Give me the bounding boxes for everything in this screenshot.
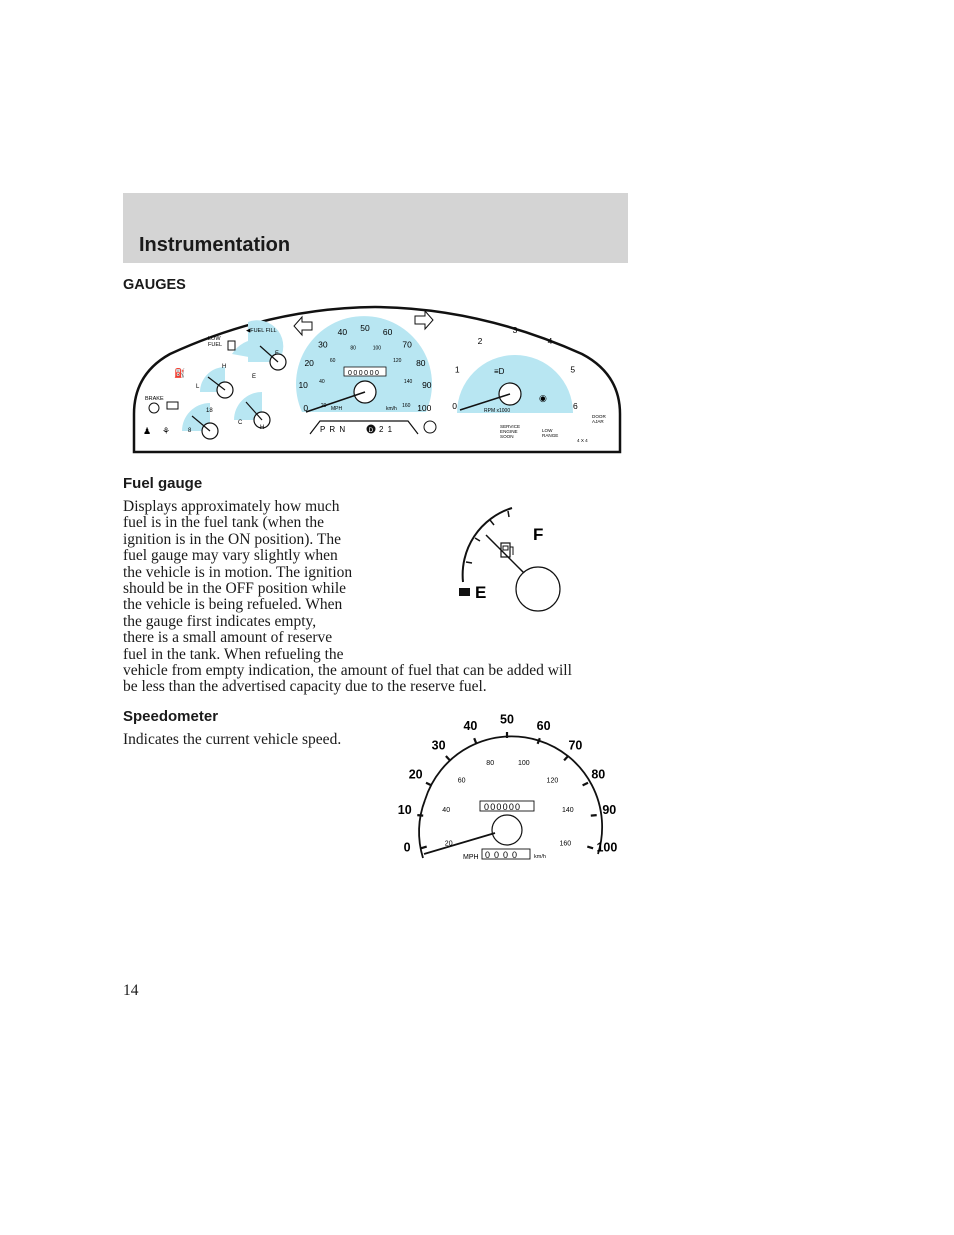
cluster-kmh-tick-label: 140	[403, 379, 413, 385]
cluster-mph-tick-label: 20	[304, 358, 314, 368]
oil-h-label: H	[222, 364, 227, 370]
speed-mph-tick-label: 100	[596, 840, 618, 855]
speed-major-tick	[538, 738, 540, 744]
speed-mph-tick-label: 40	[463, 719, 478, 734]
cluster-rpm-tick-label: 0	[452, 400, 457, 411]
brake-label: BRAKE	[145, 396, 164, 402]
headlamp-icon: ≡D	[494, 367, 505, 376]
cluster-mph-tick-label: 30	[318, 339, 328, 350]
door-ajar-line-2: AJAR	[592, 419, 604, 424]
oil-can-icon: ⛽	[174, 368, 186, 378]
cluster-mph-unit: MPH	[331, 406, 343, 412]
door-ajar-line-1: DOOR	[592, 414, 606, 419]
fuel-fill-label: ◀FUEL FILL	[246, 328, 277, 334]
fuel-text-line: the vehicle is in motion. The ignition	[123, 563, 353, 581]
fuel-text-line: vehicle from empty indication, the amount of fuel that can be added will	[123, 662, 572, 680]
speed-kmh-tick-label: 40	[442, 807, 451, 815]
speed-mph-tick-label: 0	[403, 840, 411, 855]
cluster-kmh-tick-label: 160	[402, 402, 411, 409]
cluster-odometer-digits: 000000	[348, 370, 381, 377]
speed-major-tick	[587, 847, 593, 849]
speed-kmh-tick-label: 20	[444, 840, 453, 848]
cluster-kmh-tick-label: 120	[393, 357, 402, 364]
speed-mph-tick-label: 80	[591, 767, 606, 782]
cluster-kmh-tick-label: 20	[320, 402, 327, 409]
speed-major-tick	[421, 847, 427, 849]
rpm-unit-label: RPM x1000	[484, 408, 511, 414]
cluster-rpm-tick-label: 1	[454, 364, 460, 375]
speed-mph-tick-label: 60	[536, 719, 551, 734]
speed-mph-tick-label: 30	[431, 738, 446, 753]
prnd-selected-label: D	[368, 427, 374, 434]
speed-kmh-tick-label: 140	[561, 807, 574, 815]
cluster-mph-tick-label: 50	[360, 323, 370, 333]
speed-mph-tick-label: 10	[397, 803, 412, 818]
cluster-mph-tick-label: 0	[303, 403, 309, 414]
speed-mph-tick-label: 90	[602, 803, 617, 818]
fuel-text-line: should be in the OFF position while	[123, 580, 347, 598]
airbag-icon: ⚘	[162, 426, 171, 436]
mph-unit-label: MPH	[463, 854, 479, 861]
fuel-full-label: F	[533, 525, 544, 544]
cluster-rpm-tick-label: 4	[547, 335, 553, 346]
temp-c-label: C	[238, 420, 243, 426]
prnd-gears: 2 1	[379, 425, 394, 434]
cluster-rpm-tick-label: 6	[573, 400, 578, 411]
fuel-text-line: be less than the advertised capacity due to the reserve fuel.	[123, 678, 487, 696]
prnd-indicator: P R N	[320, 425, 347, 434]
fuel-text-line: fuel in the tank. When refueling the	[123, 645, 344, 663]
kmh-unit-label: km/h	[534, 854, 546, 860]
volt-8-label: 8	[188, 428, 192, 434]
speed-kmh-tick-label: 160	[559, 840, 572, 848]
low-range-line-2: RANGE	[542, 433, 559, 438]
instrument-cluster-illustration	[130, 304, 626, 456]
cluster-mph-tick-label: 10	[298, 380, 308, 391]
speed-major-tick	[583, 783, 588, 786]
speed-mph-tick-label: 20	[408, 767, 423, 782]
chapter-header	[123, 193, 628, 263]
speed-kmh-tick-label: 100	[517, 759, 530, 767]
fuel-empty-label: E	[475, 583, 487, 602]
fuel-text-line: fuel gauge may vary slightly when	[123, 547, 338, 565]
fuel-e-label: E	[252, 374, 257, 380]
fuel-gauge-heading: Fuel gauge	[123, 475, 203, 492]
trip-digits: 0000	[485, 850, 522, 860]
fuel-text-line: fuel is in the fuel tank (when the	[123, 514, 325, 532]
cluster-rpm-tick-label: 2	[477, 335, 483, 346]
cluster-mph-tick-label: 70	[402, 339, 412, 350]
speed-major-tick	[591, 815, 597, 816]
speed-kmh-tick-label: 60	[457, 777, 466, 785]
fuel-f-label: F	[275, 351, 279, 357]
fuel-text-line: ignition is in the ON position). The	[123, 530, 341, 548]
speedometer-heading: Speedometer	[123, 708, 219, 725]
speed-mph-tick-label: 70	[568, 738, 583, 753]
cluster-kmh-unit: km/h	[386, 406, 397, 412]
ses-line-1: SERVICE	[500, 424, 521, 429]
cluster-kmh-tick-label: 40	[319, 379, 325, 385]
speedometer-text: Indicates the current vehicle speed.	[123, 731, 342, 748]
cluster-kmh-tick-label: 80	[350, 345, 356, 352]
cluster-rpm-tick-label: 3	[512, 325, 518, 335]
oil-l-label: L	[196, 384, 200, 390]
four-by-four-label: 4 X 4	[577, 438, 588, 443]
fuel-text-line: there is a small amount of reserve	[123, 629, 333, 647]
cluster-kmh-tick-label: 60	[329, 357, 336, 364]
ses-line-2: ENGINE	[500, 429, 518, 434]
fuel-pump-icon	[501, 543, 513, 557]
low-label: LOW	[208, 336, 221, 342]
cluster-mph-tick-label: 80	[416, 358, 426, 368]
fuel-text-line: the vehicle is being refueled. When	[123, 596, 343, 614]
fuel-label: FUEL	[208, 342, 223, 348]
seatbelt-icon: ♟	[143, 426, 152, 436]
page-number: 14	[123, 982, 139, 999]
cluster-mph-tick-label: 40	[337, 327, 348, 338]
speed-major-tick	[564, 756, 568, 760]
cluster-kmh-tick-label: 100	[372, 345, 382, 352]
volt-18-label: 18	[206, 408, 213, 414]
speedometer-figure	[397, 712, 620, 870]
fuel-gauge-figure	[446, 500, 566, 615]
park-brake-icon: ◉	[539, 393, 547, 403]
speed-major-tick	[446, 756, 450, 760]
chapter-title: Instrumentation	[139, 234, 291, 256]
gauges-heading: GAUGES	[123, 277, 186, 293]
low-range-line-1: LOW	[542, 428, 553, 433]
ses-line-3: SOON	[500, 434, 514, 439]
speed-major-tick	[417, 815, 423, 816]
odometer-digits: 000000	[484, 802, 522, 812]
cluster-mph-tick-label: 60	[382, 327, 393, 338]
speed-mph-tick-label: 50	[500, 712, 514, 727]
speed-major-tick	[474, 738, 476, 744]
speed-kmh-tick-label: 120	[546, 777, 559, 785]
cluster-mph-tick-label: 90	[422, 380, 432, 391]
fuel-text-line: the gauge first indicates empty,	[123, 612, 317, 630]
cluster-mph-tick-label: 100	[417, 403, 432, 414]
empty-marker	[459, 588, 470, 596]
speed-major-tick	[426, 783, 431, 786]
cluster-rpm-tick-label: 5	[570, 364, 576, 375]
fuel-text-line: Displays approximately how much	[123, 498, 340, 515]
temp-h-label: H	[260, 425, 265, 431]
speed-kmh-tick-label: 80	[486, 759, 495, 767]
